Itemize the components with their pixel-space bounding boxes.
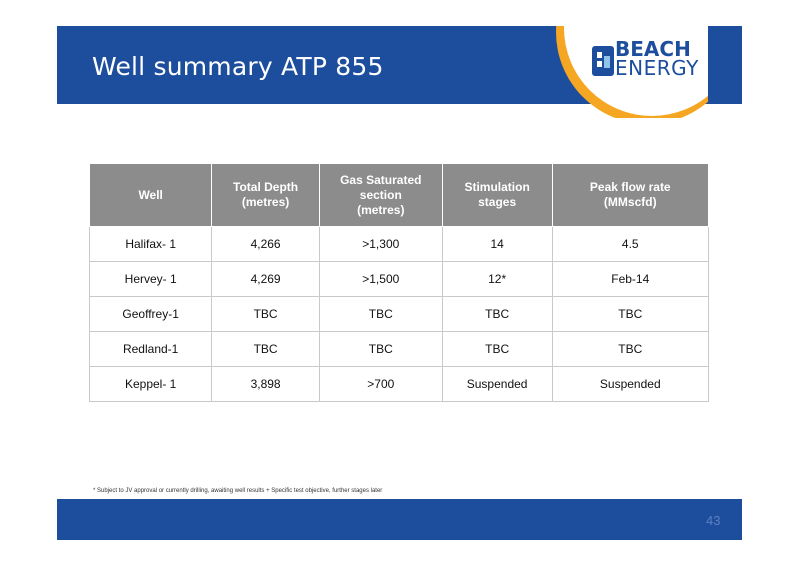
logo-wordmark	[615, 37, 699, 80]
company-logo	[556, 26, 708, 118]
table-row	[90, 227, 709, 262]
cell-gas-saturated: TBC	[319, 297, 442, 332]
cell-total-depth: TBC	[212, 297, 320, 332]
header-peak-flow: Peak flow rate (MMscfd)	[552, 164, 708, 227]
cell-total-depth: 3,898	[212, 367, 320, 402]
cell-peak-flow: Suspended	[552, 367, 708, 402]
cell-stimulation: Suspended	[442, 367, 552, 402]
cell-stimulation: TBC	[442, 332, 552, 367]
logo-line-1: BEACH	[615, 37, 691, 61]
cell-peak-flow: Feb-14	[552, 262, 708, 297]
cell-total-depth: 4,266	[212, 227, 320, 262]
header-total-depth: Total Depth (metres)	[212, 164, 320, 227]
cell-well: Hervey- 1	[90, 262, 212, 297]
footnote: * Subject to JV approval or currently drilling, awaiting well results + Specific test objective, further stages later	[93, 488, 383, 494]
page-number: 43	[706, 513, 721, 528]
table-row	[90, 262, 709, 297]
footer-bar	[57, 499, 742, 540]
table-header-row	[90, 164, 709, 227]
table-row	[90, 297, 709, 332]
cell-peak-flow: 4.5	[552, 227, 708, 262]
cell-stimulation: 14	[442, 227, 552, 262]
cell-gas-saturated: TBC	[319, 332, 442, 367]
header-gas-saturated: Gas Saturated section (metres)	[319, 164, 442, 227]
cell-total-depth: 4,269	[212, 262, 320, 297]
cell-peak-flow: TBC	[552, 297, 708, 332]
cell-well: Redland-1	[90, 332, 212, 367]
cell-total-depth: TBC	[212, 332, 320, 367]
table-row	[90, 332, 709, 367]
table-row	[90, 367, 709, 402]
logo-mark-icon	[592, 46, 614, 76]
cell-gas-saturated: >1,300	[319, 227, 442, 262]
cell-well: Halifax- 1	[90, 227, 212, 262]
header-stimulation: Stimulation stages	[442, 164, 552, 227]
cell-stimulation: TBC	[442, 297, 552, 332]
cell-gas-saturated: >1,500	[319, 262, 442, 297]
slide-title: Well summary ATP 855	[92, 52, 384, 81]
header-well: Well	[90, 164, 212, 227]
cell-peak-flow: TBC	[552, 332, 708, 367]
well-summary-table	[89, 163, 709, 402]
logo-line-2: ENERGY	[615, 56, 699, 80]
cell-well: Geoffrey-1	[90, 297, 212, 332]
cell-gas-saturated: >700	[319, 367, 442, 402]
cell-well: Keppel- 1	[90, 367, 212, 402]
cell-stimulation: 12*	[442, 262, 552, 297]
